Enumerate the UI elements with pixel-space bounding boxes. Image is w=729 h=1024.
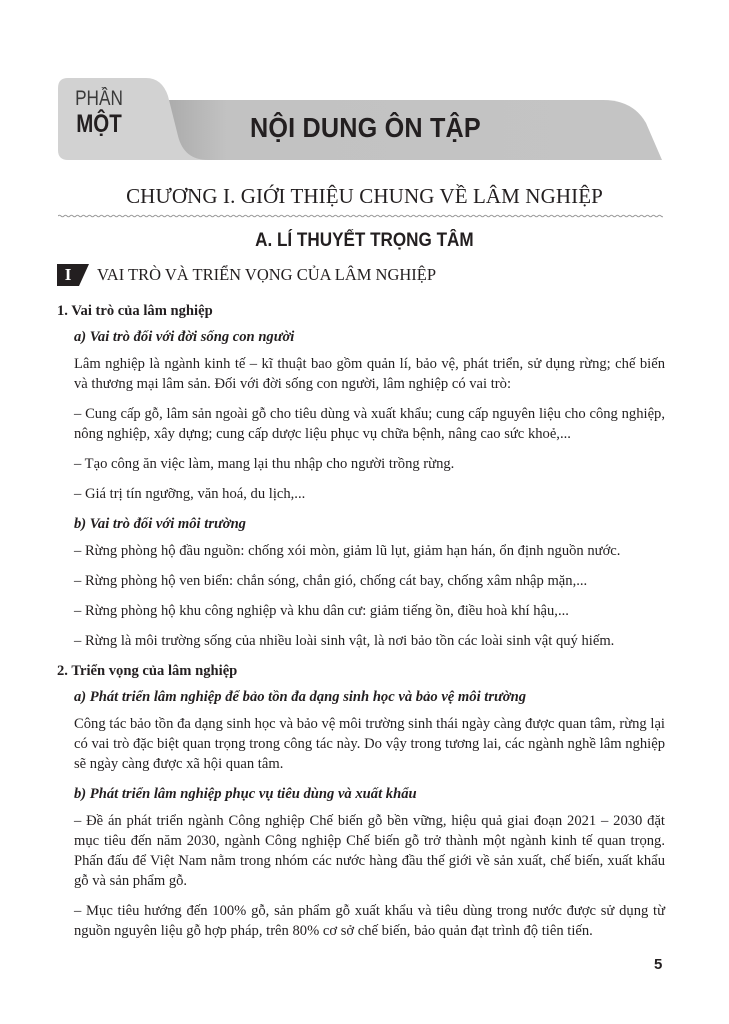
bullet-item: – Rừng phòng hộ khu công nghiệp và khu dân cư: giảm tiếng ồn, điều hoà khí hậu,... (74, 603, 569, 619)
bullet-item: – Đề án phát triển ngành Công nghiệp Chế biến gỗ bền vững, hiệu quả giai đoạn 2021 – 2030 đặt mục tiêu đến năm 2030, ngành Công nghiệp Chế biến gỗ trở thành một ngành kinh tế quan trọng. Phấn đấu để Việt Nam nằm trong nhóm các nước hàng đầu thế giới về sản xuất, chế biến, xuất khẩu gỗ và sản phẩm gỗ. (74, 813, 665, 889)
subsection-subheading: a) Vai trò đối với đời sống con người (74, 329, 295, 345)
bullet-item: – Cung cấp gỗ, lâm sản ngoài gỗ cho tiêu dùng và xuất khẩu; cung cấp nguyên liệu cho công nghiệp, nông nghiệp, xây dựng; cung cấp dược liệu phục vụ chữa bệnh, nâng cao sức khoẻ,... (74, 406, 665, 442)
page-number: 5 (654, 956, 663, 973)
chapter-title: CHƯƠNG I. GIỚI THIỆU CHUNG VỀ LÂM NGHIỆP (126, 184, 603, 208)
subsection-subheading: b) Phát triển lâm nghiệp phục vụ tiêu dùng và xuất khẩu (74, 786, 417, 802)
bullet-item: – Rừng là môi trường sống của nhiều loài sinh vật, là nơi bảo tồn các loài sinh vật quý hiếm. (74, 633, 615, 649)
bullet-item: – Rừng phòng hộ đầu nguồn: chống xói mòn, giảm lũ lụt, giảm hạn hán, ổn định nguồn nước. (74, 543, 621, 559)
section-number: I (64, 265, 72, 284)
banner-title: NỘI DUNG ÔN TẬP (250, 112, 481, 143)
paragraph: Công tác bảo tồn đa dạng sinh học và bảo vệ môi trường sinh thái ngày càng được quan tâm, rừng lại có vai trò đặc biệt quan trọng trong công tác này. Do vậy trong tương lai, các ngành nghề lâm nghiệp sẽ ngày càng được xã hội quan tâm. (74, 716, 665, 772)
part-banner (58, 78, 662, 160)
section-heading (57, 262, 436, 288)
section-number-badge (57, 264, 89, 286)
subsection-subheading: b) Vai trò đối với môi trường (74, 516, 246, 532)
part-label-top: PHẦN (75, 87, 123, 110)
subsection-heading: 2. Triển vọng của lâm nghiệp (57, 663, 238, 679)
section-heading-text: VAI TRÒ VÀ TRIỂN VỌNG CỦA LÂM NGHIỆP (97, 265, 437, 284)
subsection-heading: 1. Vai trò của lâm nghiệp (57, 303, 213, 319)
paragraph: Lâm nghiệp là ngành kinh tế – kĩ thuật bao gồm quản lí, bảo vệ, phát triển, sử dụng rừng; chế biến và thương mại lâm sản. Đối với đời sống con người, lâm nghiệp có vai trò: (74, 356, 665, 392)
section-title (0, 230, 729, 252)
subsection-subheading: a) Phát triển lâm nghiệp để bảo tồn đa dạng sinh học và bảo vệ môi trường (74, 689, 526, 705)
bullet-item: – Giá trị tín ngưỡng, văn hoá, du lịch,... (74, 486, 306, 502)
bullet-item: – Rừng phòng hộ ven biển: chắn sóng, chắn gió, chống cát bay, chống xâm nhập mặn,... (74, 573, 588, 589)
bullet-item: – Tạo công ăn việc làm, mang lại thu nhập cho người trồng rừng. (74, 456, 455, 472)
bullet-item: – Mục tiêu hướng đến 100% gỗ, sản phẩm gỗ xuất khẩu và tiêu dùng trong nước được sử dụng từ nguồn nguyên liệu gỗ hợp pháp, trên 80% cơ sở chế biến, bảo quản đạt trình độ tiên tiến. (74, 903, 665, 939)
part-label (58, 88, 140, 138)
part-label-number: MỘT (76, 110, 122, 138)
wavy-divider (58, 212, 663, 220)
section-title-text: A. LÍ THUYẾT TRỌNG TÂM (255, 230, 474, 251)
page-content (57, 298, 665, 948)
